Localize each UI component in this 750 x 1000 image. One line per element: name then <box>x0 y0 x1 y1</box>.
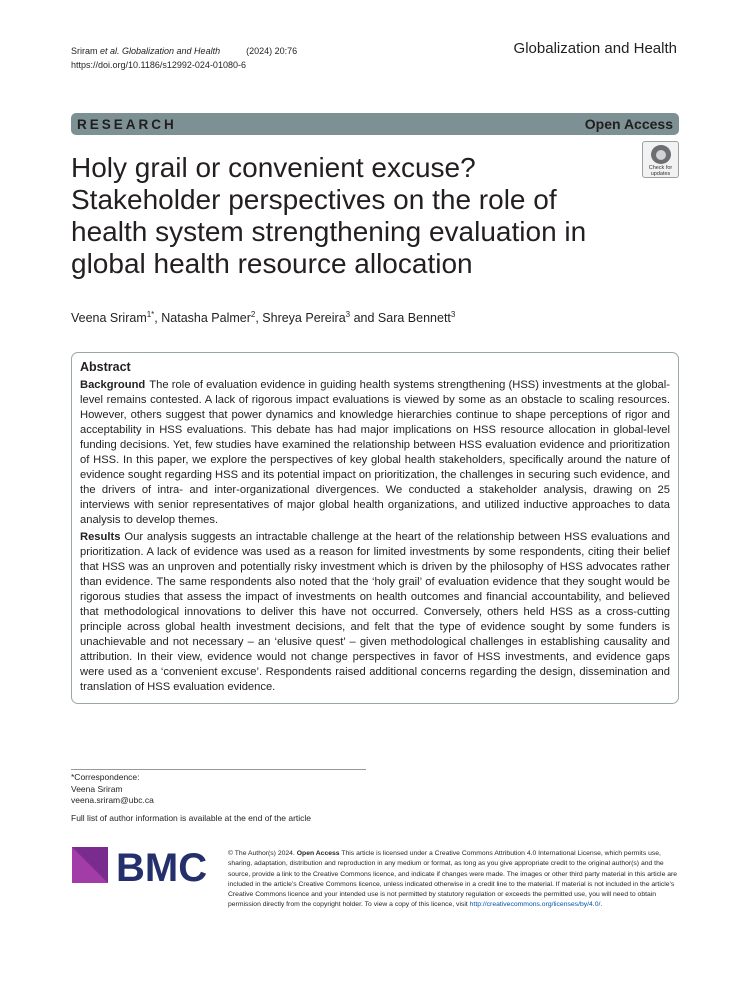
license-open-access: Open Access <box>296 850 340 857</box>
check-updates-label: Check for updates <box>648 165 673 177</box>
doi-link[interactable]: https://doi.org/10.1186/s12992-024-01080-6 <box>71 60 246 70</box>
license-suffix: . <box>600 901 603 909</box>
author-info-note: Full list of author information is available at the end of the article <box>71 813 312 823</box>
article-title: Holy grail or convenient excuse? Stakeholder perspectives on the role of health system strengthening evaluation in global health resource allocation <box>71 152 587 279</box>
author-affiliation: 1* <box>146 310 155 319</box>
check-for-updates-button[interactable] <box>642 141 679 178</box>
journal-name: Globalization and Health <box>513 40 677 57</box>
correspondence-label: *Correspondence: <box>71 772 140 782</box>
author-name[interactable]: Veena Sriram <box>71 311 147 326</box>
citation-authors: Sriram et al. Globalization and Health <box>71 46 221 56</box>
abstract-results <box>80 530 670 695</box>
author-affiliation: 2 <box>250 310 256 319</box>
abstract-box <box>71 352 679 704</box>
background-label: Background <box>80 379 146 391</box>
author-name[interactable]: Shreya Pereira <box>262 311 346 326</box>
correspondence-block <box>71 772 154 807</box>
author-list <box>71 310 455 325</box>
author-separator: , <box>154 311 162 326</box>
author-affiliation: 3 <box>345 310 351 319</box>
license-prefix: © The Author(s) 2024. <box>228 850 295 857</box>
citation-block <box>71 44 297 72</box>
background-text: The role of evaluation evidence in guiding health systems strengthening (HSS) investments at the global-level remains contested. A lack of rigorous impact evaluations is viewed by some as an obstacle to scaling resources. However, others suggest that power dynamics and knowledge hierarchies continue to shape perceptions of rigor and acceptability in HSS evaluations. This debate has had major implications on HSS resource allocation in global-level funding decisions. Yet, few studies have examined the relationship between HSS evaluation evidence and prioritization of HSS. In this paper, we explore the perspectives of key global health stakeholders, specifically around the nature of evidence sought regarding HSS and its potential impact on prioritization, the challenges in securing such evidence, and the drivers of intra- and inter-organizational divergences. We conducted a stakeholder analysis, drawing on 25 interviews with senior representatives of major global health organizations, and utilized inductive approaches to data analysis to develop themes. <box>80 379 670 526</box>
license-body: This article is licensed under a Creative Commons Attribution 4.0 International License, which permits use, sharing, adaptation, distribution and reproduction in any medium or format, as long as you give appropriate credit to the original author(s) and the source, provide a link to the Creative Commons licence, and indicate if changes were made. The images or other third party material in this article are included in the article’s Creative Commons licence, unless indicated otherwise in a credit line to the material. If material is not included in the article’s Creative Commons licence and your intended use is not permitted by statutory regulation or exceeds the permitted use, you will need to obtain permission directly from the copyright holder. To view a copy of this licence, visit <box>228 850 678 909</box>
abstract-background <box>80 378 670 528</box>
author-affiliation: 3 <box>450 310 456 319</box>
open-access-label: Open Access <box>584 116 673 132</box>
research-banner <box>71 113 679 135</box>
correspondence-name: Veena Sriram <box>71 783 123 794</box>
results-text: Our analysis suggests an intractable challenge at the heart of the relationship between HSS evaluations and prioritization. A lack of evidence was used as a reason for limited investments by some respondents, citing their belief that HSS was an unproven and potentially risky investment which is driven by the philosophy of HSS advocates rather than evidence. The same respondents also noted that the ‘holy grail’ of evaluation evidence that they sought would be rigorous studies that assess the impact of investments on health outcomes and financial accountability, and believed that methodological innovations to deliver this have not occurred. Conversely, others held HSS as a cross-cutting principle across global health investment decisions, and felt that the type of evidence sought by some funders is unachievable and not necessary – an ‘elusive quest’ – given methodological challenges in establishing causality and attribution. In their view, evidence would not change perspectives in favor of HSS investments, and evidence gaps were used as a ‘convenient excuse’. Respondents raised additional concerns regarding the design, dissemination and translation of HSS evaluation evidence. <box>80 531 670 693</box>
abstract-heading: Abstract <box>80 360 131 374</box>
footnote-divider <box>71 769 366 770</box>
bmc-logo-text: BMC <box>116 847 208 885</box>
author-separator: , <box>255 311 263 326</box>
results-label: Results <box>80 531 121 543</box>
license-link[interactable]: http://creativecommons.org/licenses/by/4.0/ <box>469 901 601 909</box>
check-updates-icon <box>651 145 671 164</box>
author-separator: and <box>350 311 378 326</box>
author-name[interactable]: Sara Bennett <box>377 311 451 326</box>
bmc-logo <box>72 847 222 885</box>
section-label: RESEARCH <box>77 116 177 132</box>
author-name[interactable]: Natasha Palmer <box>161 311 251 326</box>
license-text <box>228 849 680 911</box>
citation-year: (2024) 20:76 <box>246 46 298 56</box>
correspondence-email[interactable]: veena.sriram@ubc.ca <box>71 795 154 805</box>
